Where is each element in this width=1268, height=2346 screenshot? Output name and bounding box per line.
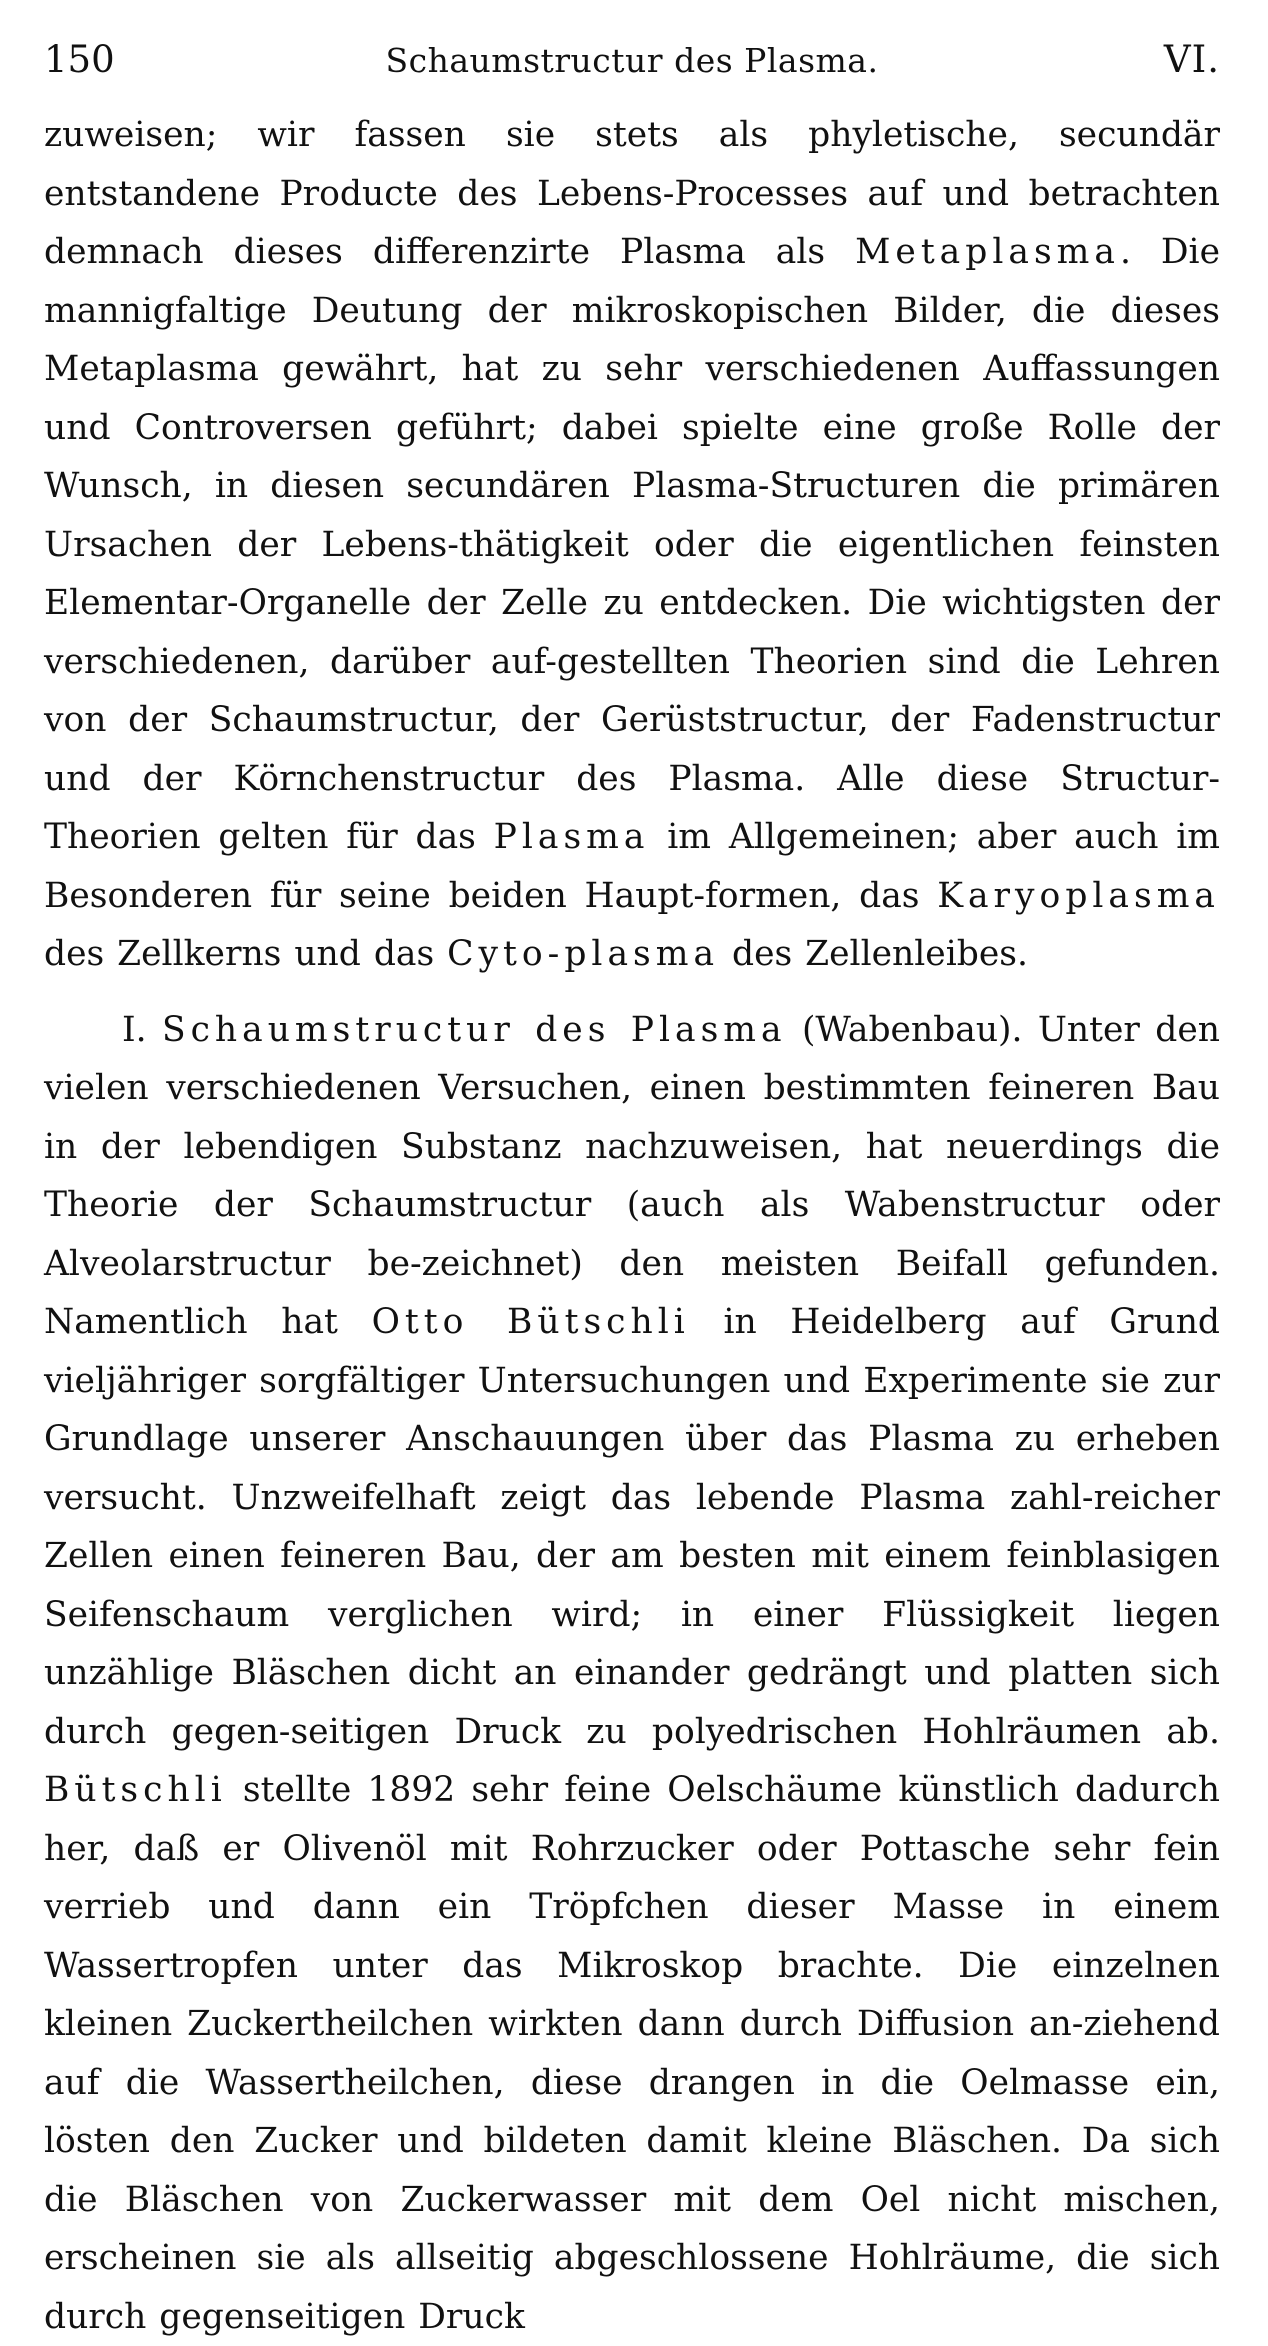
text-run: im Allgemeinen; aber auch im Besonderen für seine beiden Haupt-formen, das	[44, 817, 1220, 916]
paragraph-1	[44, 106, 1220, 984]
section-number: I.	[122, 1010, 162, 1050]
spaced-name: Bütschli	[44, 1770, 227, 1810]
text-run: (Wabenbau). Unter den vielen verschiedenen Versuchen, einen bestimmten feineren Bau in der lebendigen Substanz nachzuweisen, hat neuerdings die Theorie der Schaumstructur (auch als Wabenstructur oder Alveolarstructur be-zeichnet) den meisten Beifall gefunden. Namentlich hat	[44, 1010, 1220, 1343]
spaced-term: Metaplasma	[855, 232, 1120, 272]
text-run: des Zellkerns und das	[44, 934, 447, 974]
text-run: des Zellenleibes.	[719, 934, 1028, 974]
text-run: zuweisen; wir fassen sie stets als phyletische, secundär entstandene Producte des Lebens-Processes auf und betrachten demnach dieses differenzirte Plasma als	[44, 115, 1220, 272]
spaced-term: Karyoplasma	[937, 876, 1220, 916]
text-run: in Heidelberg auf Grund vieljähriger sorgfältiger Untersuchungen und Experimente sie zur Grundlage unserer Anschauungen über das Plasma zu erheben versucht. Unzweifelhaft zeigt das lebende Plasma zahl-reicher Zellen einen feineren Bau, der am besten mit einem feinblasigen Seifenschaum verglichen wird; in einer Flüssigkeit liegen unzählige Bläschen dicht an einander gedrängt und platten sich durch gegen-seitigen Druck zu polyedrischen Hohlräumen ab.	[44, 1302, 1220, 1752]
text-run: . Die mannigfaltige Deutung der mikroskopischen Bilder, die dieses Metaplasma gewährt, hat zu sehr verschiedenen Auffassungen und Controversen geführt; dabei spielte eine große Rolle der Wunsch, in diesen secundären Plasma-Structuren die primären Ursachen der Lebens-thätigkeit oder die eigentlichen feinsten Elementar-Organelle der Zelle zu entdecken. Die wichtigsten der verschiedenen, darüber auf-gestellten Theorien sind die Lehren von der Schaumstructur, der Gerüststructur, der Fadenstructur und der Körnchenstructur des Plasma. Alle diese Structur-Theorien gelten für das	[44, 232, 1220, 857]
section-heading: Schaumstructur des Plasma	[162, 1010, 787, 1050]
page-number: 150	[44, 38, 184, 81]
spaced-term: Plasma	[494, 817, 650, 857]
spaced-term: Cyto-plasma	[447, 934, 719, 974]
paragraph-2	[44, 1001, 1220, 2346]
page-header	[44, 38, 1220, 98]
spaced-name: Otto Bütschli	[372, 1302, 690, 1342]
text-run: stellte 1892 sehr feine Oelschäume künstlich dadurch her, daß er Olivenöl mit Rohrzucker oder Pottasche sehr fein verrieb und dann ein Tröpfchen dieser Masse in einem Wassertropfen unter das Mikroskop brachte. Die einzelnen kleinen Zuckertheilchen wirkten dann durch Diffusion an-ziehend auf die Wassertheilchen, diese drangen in die Oelmasse ein, lösten den Zucker und bildeten damit kleine Bläschen. Da sich die Bläschen von Zuckerwasser mit dem Oel nicht mischen, erscheinen sie als allseitig abgeschlossene Hohlräume, die sich durch gegenseitigen Druck	[44, 1770, 1220, 2337]
running-title: Schaumstructur des Plasma.	[184, 41, 1080, 80]
chapter-number: VI.	[1080, 38, 1220, 81]
